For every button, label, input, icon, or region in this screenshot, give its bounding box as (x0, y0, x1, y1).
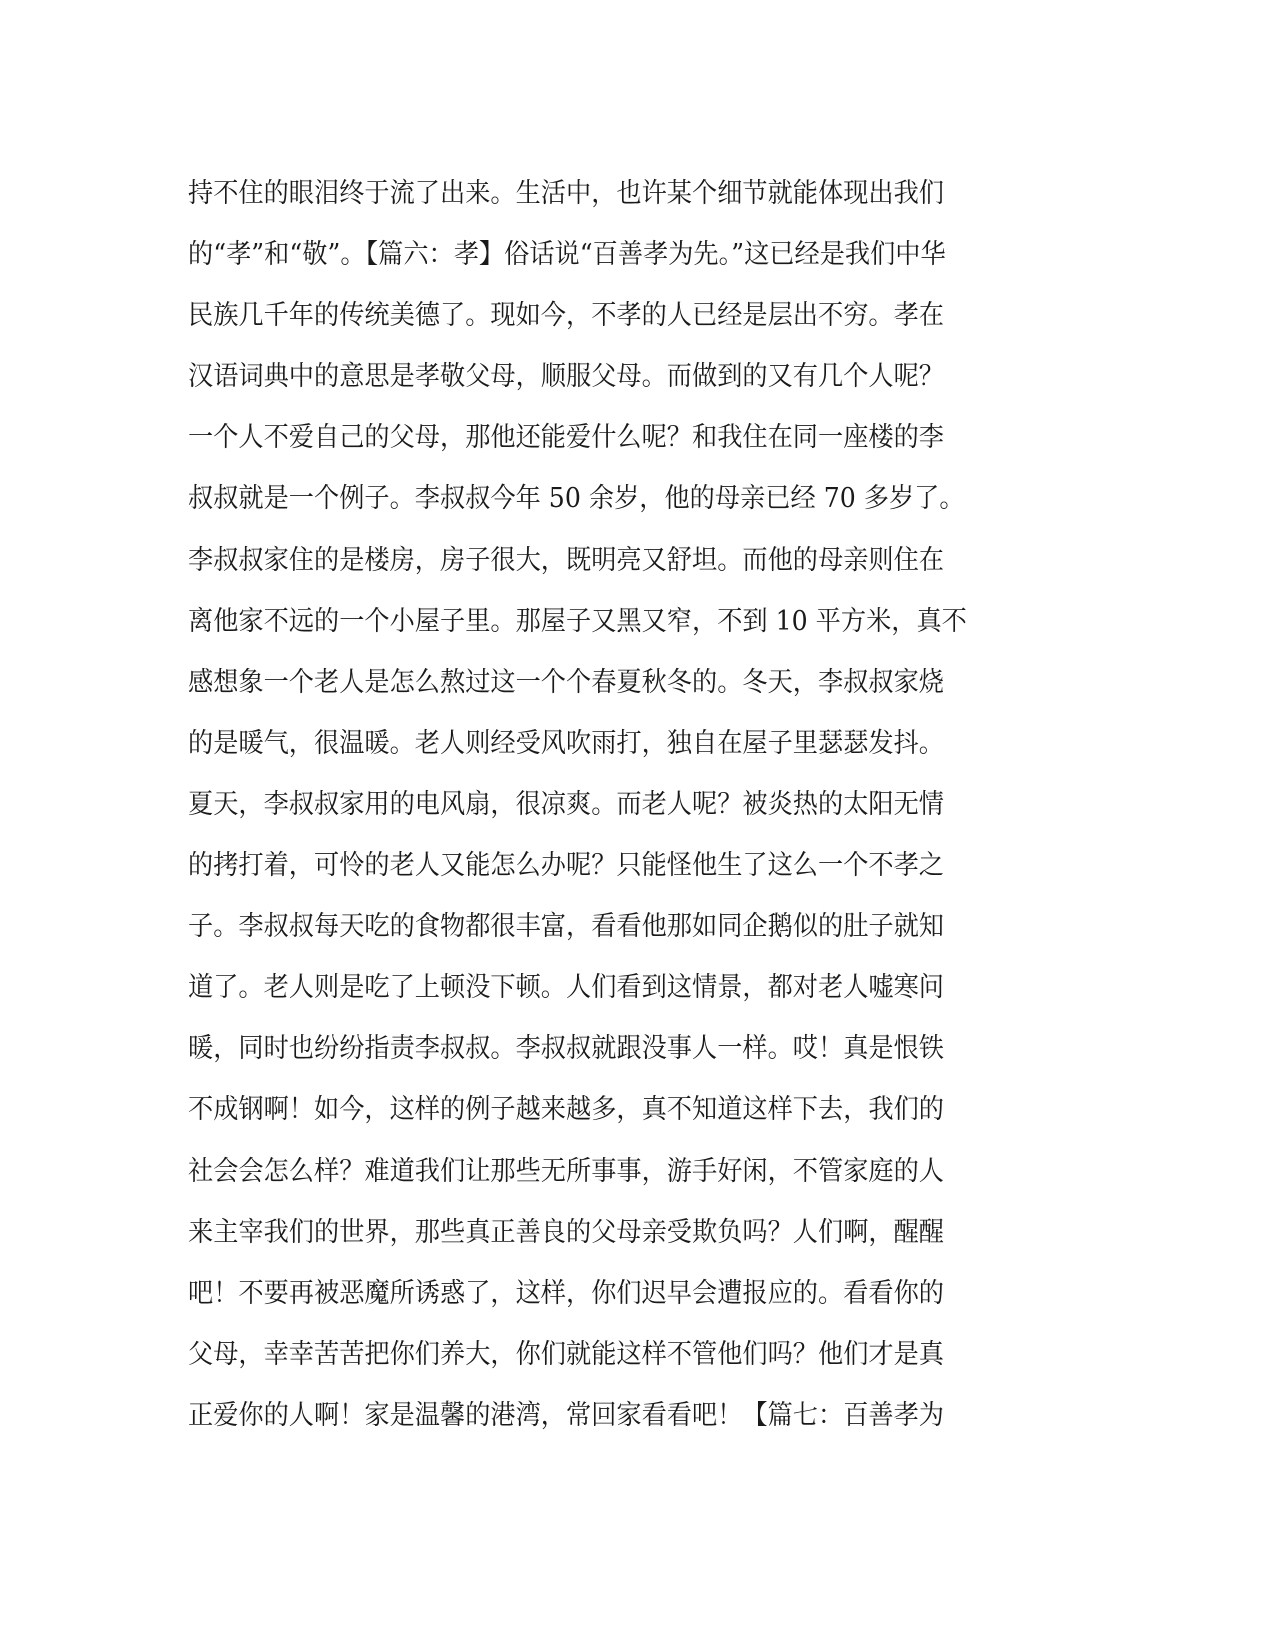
text-line: 叔叔就是一个例子。李叔叔今年 50 余岁，他的母亲已经 70 多岁了。 (188, 483, 965, 515)
text-line: 吧！不要再被恶魔所诱惑了，这样，你们迟早会遭报应的。看看你的 (188, 1277, 944, 1309)
text-line: 夏天，李叔叔家用的电风扇，很凉爽。而老人呢？被炎热的太阳无情 (188, 788, 944, 820)
text-line: 的是暖气，很温暖。老人则经受风吹雨打，独自在屋子里瑟瑟发抖。 (188, 727, 944, 759)
text-line: 的“孝”和“敬”。【篇六：孝】俗话说“百善孝为先。”这已经是我们中华 (188, 239, 946, 271)
text-line: 不成钢啊！如今，这样的例子越来越多，真不知道这样下去，我们的 (188, 1094, 944, 1126)
text-line: 一个人不爱自己的父母，那他还能爱什么呢？和我住在同一座楼的李 (188, 422, 944, 454)
text-line: 暖，同时也纷纷指责李叔叔。李叔叔就跟没事人一样。哎！真是恨铁 (188, 1033, 944, 1065)
text-line: 民族几千年的传统美德了。现如今，不孝的人已经是层出不穷。孝在 (188, 300, 944, 332)
body-text (188, 163, 1088, 1446)
text-line: 持不住的眼泪终于流了出来。生活中，也许某个细节就能体现出我们 (188, 178, 944, 209)
text-line: 汉语词典中的意思是孝敬父母，顺服父母。而做到的又有几个人呢？ (188, 361, 944, 393)
text-line: 感想象一个老人是怎么熬过这一个个春夏秋冬的。冬天，李叔叔家烧 (188, 666, 944, 698)
text-line: 社会会怎么样？难道我们让那些无所事事，游手好闲，不管家庭的人 (188, 1155, 944, 1187)
text-line: 道了。老人则是吃了上顿没下顿。人们看到这情景，都对老人嘘寒问 (188, 972, 944, 1004)
text-line: 李叔叔家住的是楼房，房子很大，既明亮又舒坦。而他的母亲则住在 (188, 544, 944, 576)
text-line: 父母，幸幸苦苦把你们养大，你们就能这样不管他们吗？他们才是真 (188, 1338, 944, 1370)
text-line: 的拷打着，可怜的老人又能怎么办呢？只能怪他生了这么一个不孝之 (188, 850, 944, 882)
text-line: 离他家不远的一个小屋子里。那屋子又黑又窄，不到 10 平方米，真不 (188, 605, 967, 637)
text-line: 正爱你的人啊！家是温馨的港湾，常回家看看吧！【篇七：百善孝为 (188, 1399, 944, 1431)
text-line: 子。李叔叔每天吃的食物都很丰富，看看他那如同企鹅似的肚子就知 (188, 911, 944, 943)
text-line: 来主宰我们的世界，那些真正善良的父母亲受欺负吗？人们啊，醒醒 (188, 1216, 944, 1248)
